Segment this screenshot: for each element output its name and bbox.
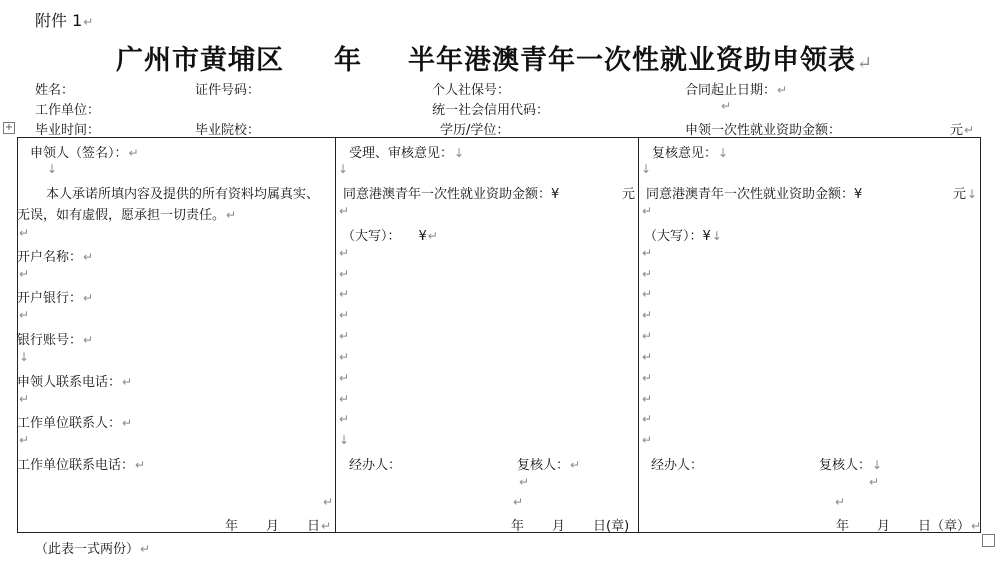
paragraph-mark: ↵ [339,287,350,301]
paragraph-mark: ↵ [339,412,350,426]
recheck-date: 年 月 日（章）↵ [836,519,982,534]
review-agree-amount: 同意港澳青年一次性就业资助金额：¥ [343,187,560,202]
paragraph-mark: ↵ [19,433,30,447]
paragraph-mark: ↵ [642,246,653,260]
paragraph-mark: ↵ [642,433,653,447]
applicant-date: 年 月 日↵ [225,519,332,534]
paragraph-mark: ↵ [339,267,350,281]
paragraph-mark: ↵ [642,267,653,281]
field-credit-code-label: 统一社会信用代码： [432,103,550,118]
bank-label: 开户银行：↵ [17,291,94,306]
paragraph-mark: ↵ [642,287,653,301]
review-capital-amount: （大写）： ¥↵ [342,229,438,244]
line-mark: ↓ [338,162,349,176]
applicant-phone-label: 申领人联系电话：↵ [17,375,133,390]
paragraph-mark: ↵ [721,99,732,113]
recheck-checker-label: 复核人：↓ [819,458,883,473]
recheck-yuan: 元↓ [953,187,978,202]
applicant-pledge-line2: 无误，如有虚假，愿承担一切责任。↵ [17,208,237,223]
paragraph-mark: ↵ [835,495,846,509]
paragraph-mark: ↵ [642,392,653,406]
field-employer-label: 工作单位： [35,103,101,118]
paragraph-mark: ↵ [513,495,524,509]
paragraph-mark: ↵ [19,226,30,240]
account-number-label: 银行账号：↵ [17,333,94,348]
paragraph-mark: ↵ [642,371,653,385]
line-mark: ↓ [641,162,652,176]
recheck-agree-amount: 同意港澳青年一次性就业资助金额：¥ [646,187,863,202]
paragraph-mark: ↵ [339,350,350,364]
paragraph-mark: ↵ [642,412,653,426]
paragraph-mark: ↵ [519,475,530,489]
employer-contact-label: 工作单位联系人：↵ [17,416,133,431]
title-year: 年 [334,45,362,76]
table-divider [638,137,639,533]
review-handler-label: 经办人： [349,458,402,473]
paragraph-mark: ↵ [323,495,334,509]
review-date: 年 月 日(章) [511,519,630,534]
paragraph-mark: ↵ [339,308,350,322]
title-main: 半年港澳青年一次性就业资助申领表 [408,45,856,76]
paragraph-mark: ↵ [642,329,653,343]
field-name-label: 姓名： [35,83,75,98]
paragraph-mark: ↵ [19,267,30,281]
paragraph-mark: ↵ [869,475,880,489]
field-subsidy-amount-label: 申领一次性就业资助金额： [685,123,842,138]
paragraph-mark: ↵ [19,308,30,322]
paragraph-mark: ↵ [339,392,350,406]
title-district: 广州市黄埔区 [116,45,284,76]
recheck-capital-amount: （大写）：¥↓ [644,229,722,244]
line-mark: ↓ [47,162,58,176]
recheck-handler-label: 经办人： [651,458,704,473]
review-heading: 受理、审核意见：↓ [349,146,465,161]
paragraph-mark: ↵ [339,329,350,343]
paragraph-mark: ↵ [642,204,653,218]
field-contract-dates-label: 合同起止日期：↵ [685,83,788,98]
paragraph-mark: ↵ [339,204,350,218]
review-checker-label: 复核人：↵ [517,458,581,473]
field-id-number-label: 证件号码： [195,83,261,98]
applicant-signature-label: 申领人（签名）：↵ [30,146,139,161]
table-resize-handle-icon[interactable] [982,534,995,547]
field-degree-label: 学历/学位： [440,123,510,138]
line-mark: ↓ [19,350,30,364]
paragraph-mark: ↵ [642,308,653,322]
table-move-handle-icon[interactable]: + [4,122,14,133]
field-social-security-label: 个人社保号： [432,83,511,98]
account-name-label: 开户名称：↵ [17,250,94,265]
table-divider [335,137,336,533]
field-subsidy-yuan: 元↵ [950,123,975,138]
review-yuan: 元 [622,187,636,202]
employer-phone-label: 工作单位联系电话：↵ [17,458,146,473]
attachment-label: 附件 1↵ [35,11,94,30]
paragraph-mark: ↵ [642,350,653,364]
applicant-pledge-line1: 本人承诺所填内容及提供的所有资料均属真实、 [46,187,320,202]
page-title: 广州市黄埔区 年 半年港澳青年一次性就业资助申领表↵ [116,45,874,76]
paragraph-mark: ↵ [339,371,350,385]
field-graduation-time-label: 毕业时间： [35,123,101,138]
footer-note: （此表一式两份）↵ [35,542,151,557]
paragraph-mark: ↵ [19,392,30,406]
field-school-label: 毕业院校： [195,123,261,138]
line-mark: ↓ [339,433,350,447]
paragraph-mark: ↵ [83,15,94,29]
paragraph-mark: ↵ [339,246,350,260]
recheck-heading: 复核意见：↓ [652,146,729,161]
